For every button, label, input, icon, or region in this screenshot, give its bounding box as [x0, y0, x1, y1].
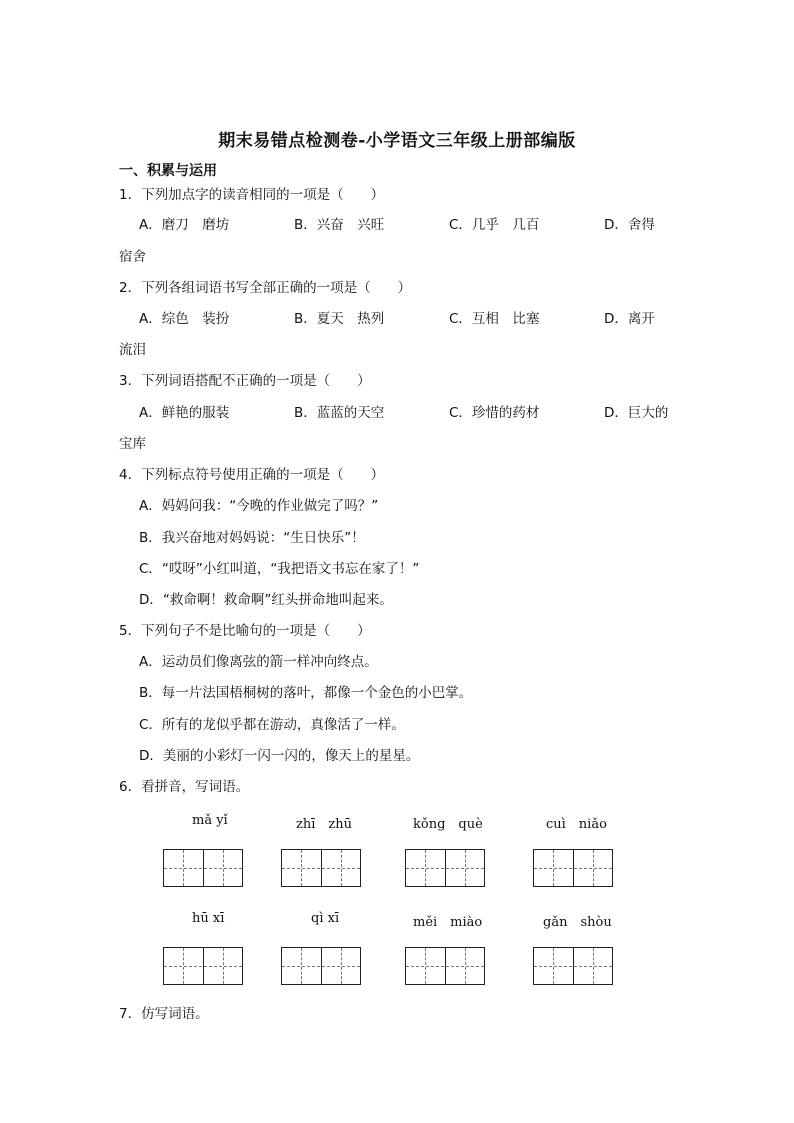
character-writing-box[interactable] — [163, 947, 243, 985]
question-1-option-b[interactable]: B．兴奋 兴旺 — [294, 217, 385, 233]
character-writing-box[interactable] — [163, 849, 243, 887]
character-writing-box[interactable] — [405, 947, 485, 985]
question-5-option-a[interactable]: A．运动员们像离弦的箭一样冲向终点。 — [139, 654, 378, 670]
question-5-option-b[interactable]: B．每一片法国梧桐树的落叶，都像一个金色的小巴掌。 — [139, 685, 473, 701]
section-heading: 一、积累与运用 — [119, 163, 217, 179]
pinyin-label: cuì niǎo — [546, 817, 607, 832]
question-2-stem: 2．下列各组词语书写全部正确的一项是（ ） — [119, 280, 412, 296]
question-1-option-a[interactable]: A．磨刀 磨坊 — [139, 217, 230, 233]
question-6-stem: 6．看拼音，写词语。 — [119, 779, 250, 795]
question-3-option-c[interactable]: C．珍惜的药材 — [449, 405, 540, 421]
question-2-option-c[interactable]: C．互相 比塞 — [449, 311, 540, 327]
question-5-option-c[interactable]: C．所有的龙似乎都在游动，真像活了一样。 — [139, 717, 405, 733]
pinyin-label: qì xī — [311, 911, 340, 926]
character-writing-box[interactable] — [533, 947, 613, 985]
pinyin-label: hū xī — [192, 911, 225, 926]
question-2-option-d-wrap: 流泪 — [119, 342, 146, 358]
question-2-option-a[interactable]: A．综色 装扮 — [139, 311, 230, 327]
question-3-stem: 3．下列词语搭配不正确的一项是（ ） — [119, 373, 371, 389]
pinyin-label: mǎ yǐ — [192, 813, 228, 828]
character-writing-box[interactable] — [281, 849, 361, 887]
question-4-option-a[interactable]: A．妈妈问我：“今晚的作业做完了吗？” — [139, 498, 379, 514]
question-1-option-d-wrap: 宿舍 — [119, 249, 146, 265]
question-5-option-d[interactable]: D．美丽的小彩灯一闪一闪的，像天上的星星。 — [139, 748, 420, 764]
pinyin-label: zhī zhū — [296, 817, 352, 832]
character-writing-box[interactable] — [405, 849, 485, 887]
question-5-stem: 5．下列句子不是比喻句的一项是（ ） — [119, 623, 371, 639]
question-4-option-d[interactable]: D．“救命啊！救命啊”红头拼命地叫起来。 — [139, 592, 393, 608]
question-7-stem: 7．仿写词语。 — [119, 1006, 209, 1022]
question-3-option-b[interactable]: B．蓝蓝的天空 — [294, 405, 385, 421]
pinyin-label: kǒng què — [413, 817, 483, 832]
question-3-option-d-wrap: 宝库 — [119, 436, 146, 452]
question-3-option-d[interactable]: D．巨大的 — [604, 405, 669, 421]
character-writing-box[interactable] — [533, 849, 613, 887]
pinyin-label: gǎn shòu — [543, 915, 612, 930]
question-1-option-d[interactable]: D．舍得 — [604, 217, 655, 233]
question-4-stem: 4．下列标点符号使用正确的一项是（ ） — [119, 467, 385, 483]
pinyin-label: měi miào — [413, 915, 483, 930]
question-1-stem: 1．下列加点字的读音相同的一项是（ ） — [119, 187, 385, 203]
question-1-option-c[interactable]: C．几乎 几百 — [449, 217, 540, 233]
question-3-option-a[interactable]: A．鲜艳的服装 — [139, 405, 230, 421]
character-writing-box[interactable] — [281, 947, 361, 985]
question-4-option-c[interactable]: C．“哎呀”小红叫道，“我把语文书忘在家了！” — [139, 561, 420, 577]
question-2-option-d[interactable]: D．离开 — [604, 311, 655, 327]
question-2-option-b[interactable]: B．夏天 热列 — [294, 311, 385, 327]
page-title: 期末易错点检测卷-小学语文三年级上册部编版 — [218, 131, 576, 151]
question-4-option-b[interactable]: B．我兴奋地对妈妈说：“生日快乐”！ — [139, 530, 365, 546]
